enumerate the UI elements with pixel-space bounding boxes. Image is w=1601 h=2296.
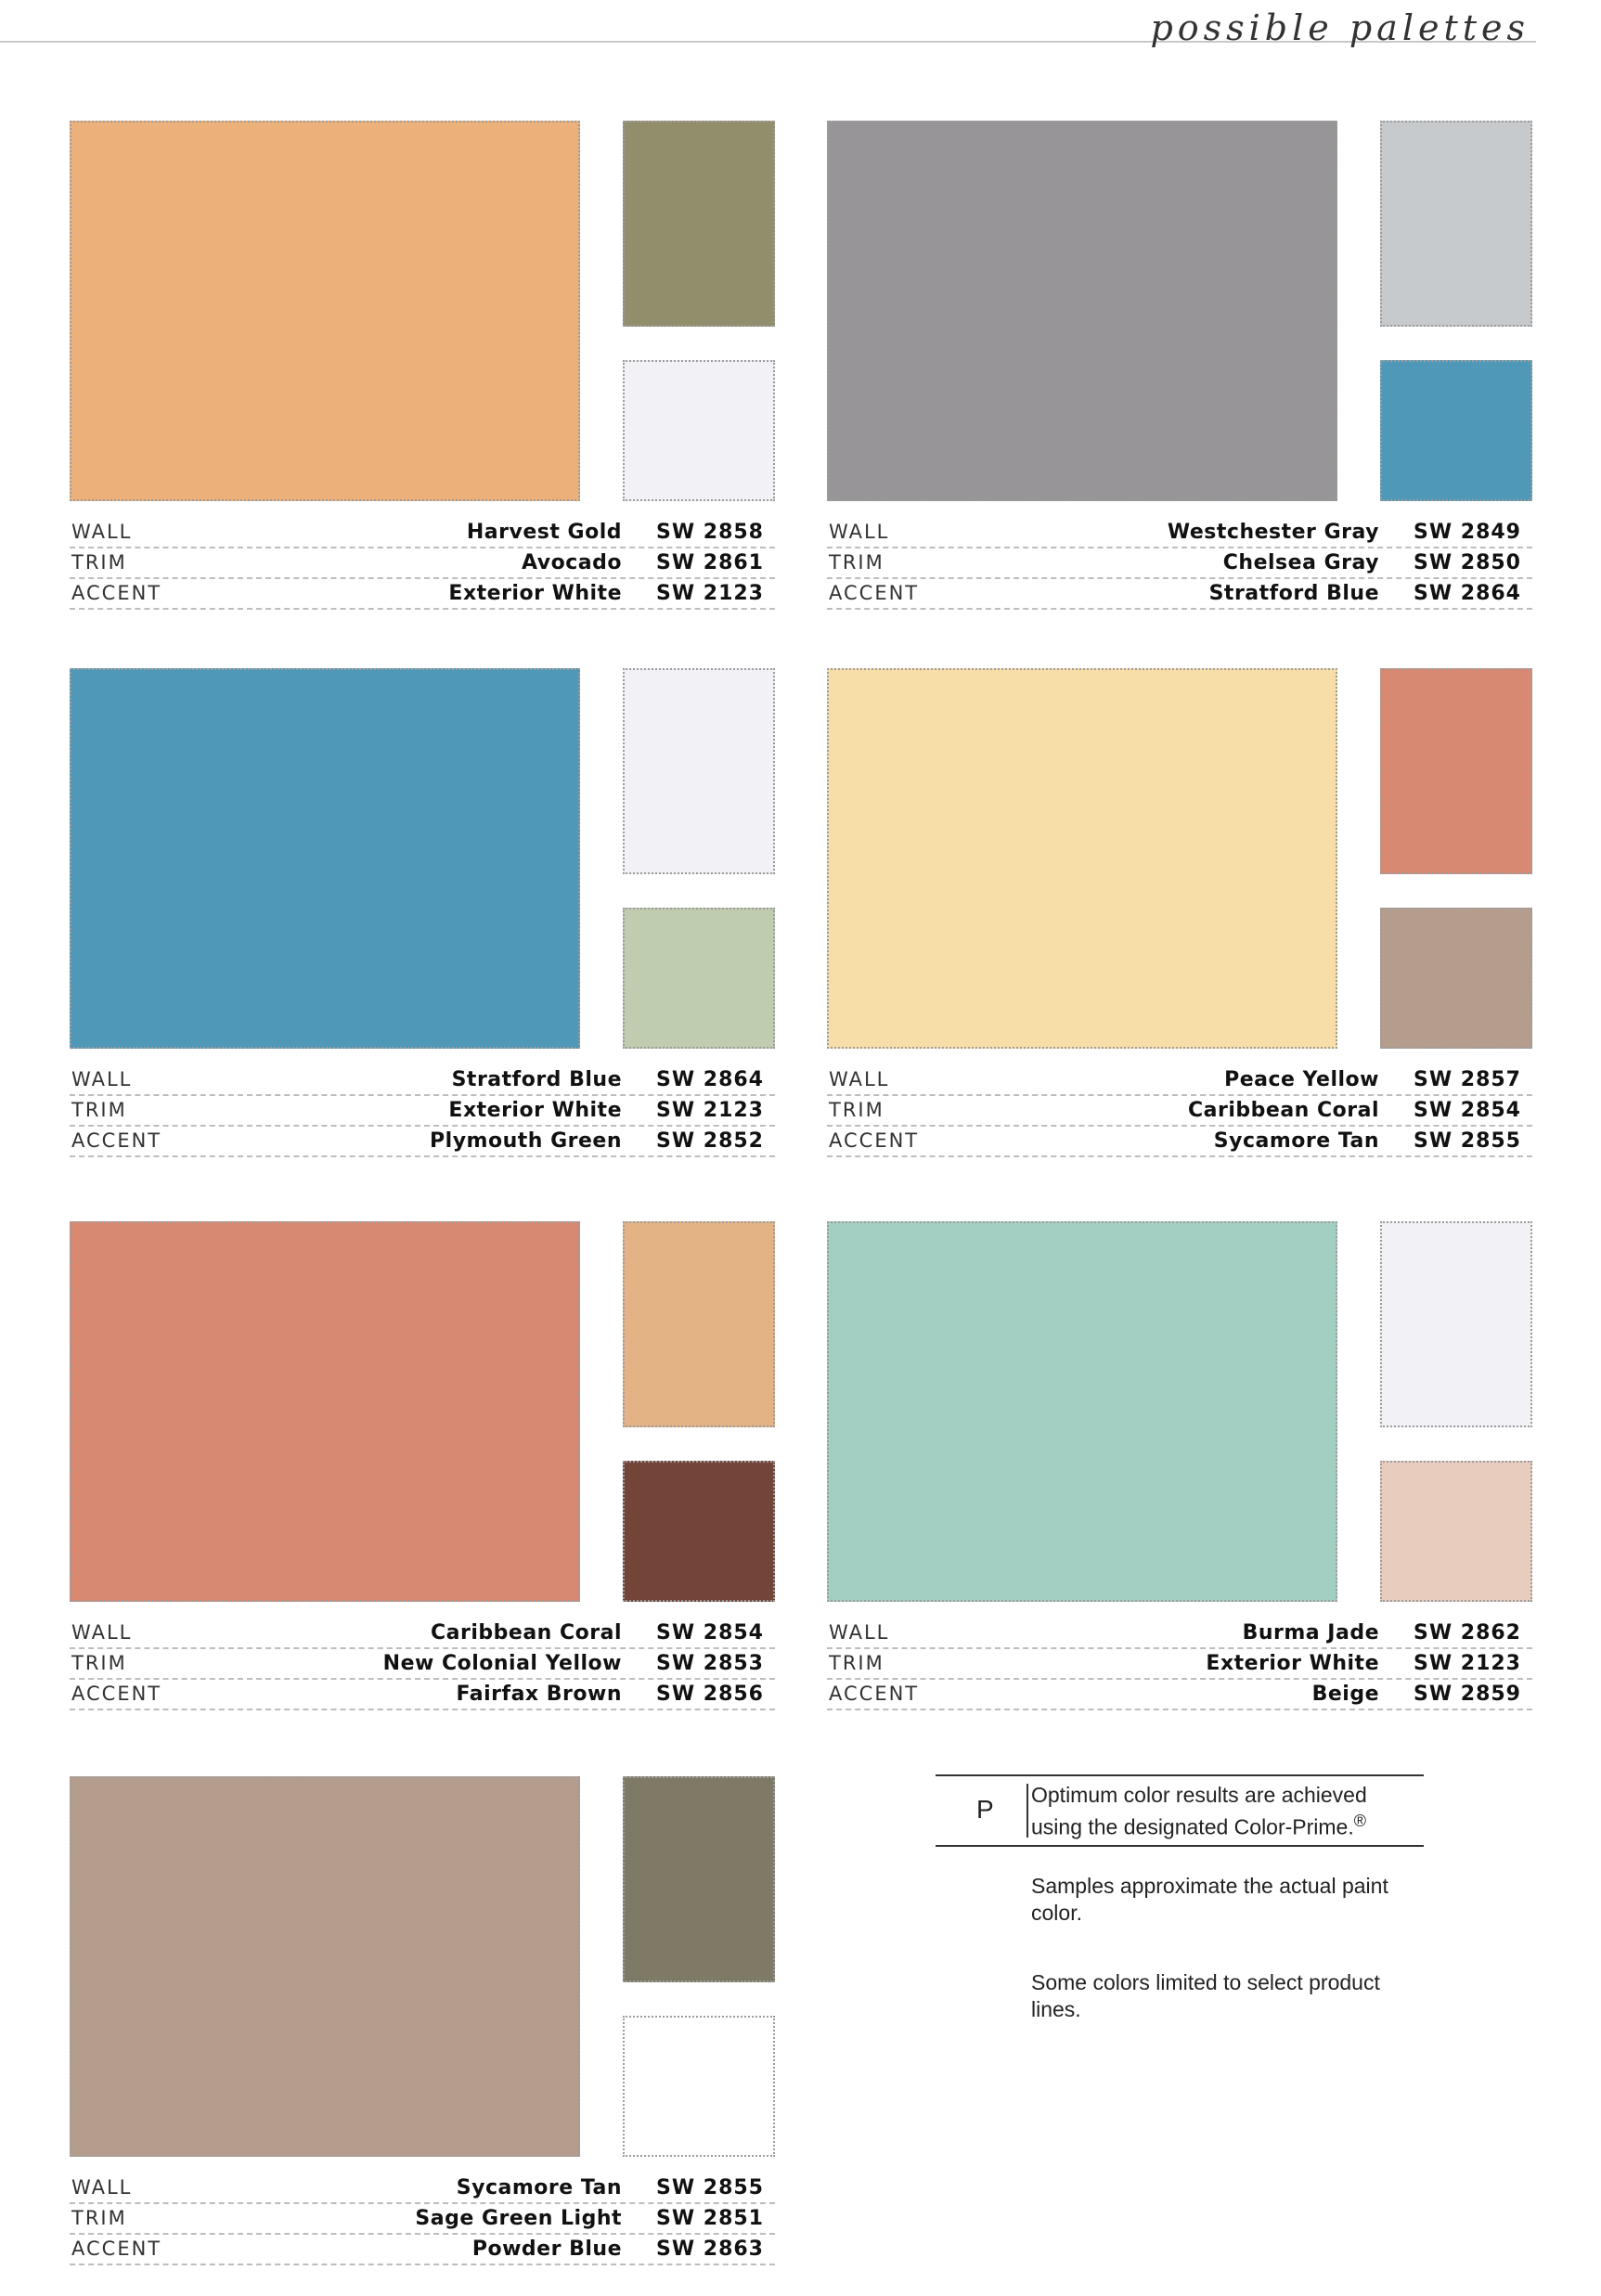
wall-swatch [70, 668, 580, 1049]
palette-3 [70, 668, 775, 1188]
wall-swatch [70, 1776, 580, 2157]
registered-mark: ® [1353, 1812, 1367, 1830]
trim-row [827, 1649, 1532, 1680]
accent-color-code: SW 2855 [1413, 1129, 1521, 1153]
palette-legend [70, 1619, 775, 1710]
trim-color-name: Exterior White [1206, 1652, 1379, 1675]
wall-swatch [827, 668, 1337, 1049]
trim-swatch [623, 1221, 775, 1427]
wall-color-name: Sycamore Tan [456, 2176, 622, 2199]
accent-row [827, 579, 1532, 610]
wall-color-name: Burma Jade [1242, 1621, 1379, 1645]
trim-color-name: Chelsea Gray [1222, 551, 1379, 574]
wall-swatch [70, 121, 580, 501]
wall-label: WALL [71, 2176, 133, 2199]
palette-4 [827, 668, 1532, 1188]
palette-legend [70, 518, 775, 610]
accent-label: ACCENT [71, 1683, 162, 1705]
accent-color-name: Stratford Blue [1208, 582, 1379, 605]
accent-swatch [1380, 1461, 1532, 1602]
wall-color-code: SW 2857 [1413, 1068, 1521, 1091]
limited-note: Some colors limited to select product lines. [1031, 1970, 1380, 2021]
accent-row [827, 1680, 1532, 1710]
color-prime-note [936, 1774, 1424, 1847]
trim-row [827, 548, 1532, 579]
wall-color-code: SW 2855 [655, 2176, 764, 2199]
accent-color-code: SW 2852 [655, 1129, 764, 1153]
trim-row [70, 1649, 775, 1680]
wall-label: WALL [71, 521, 133, 543]
accent-row [70, 1127, 775, 1157]
accent-color-code: SW 2863 [655, 2238, 764, 2261]
palette-1 [70, 121, 775, 640]
accent-color-code: SW 2864 [1413, 582, 1521, 605]
trim-color-code: SW 2850 [1413, 551, 1521, 574]
wall-label: WALL [71, 1068, 133, 1090]
wall-swatch [827, 1221, 1337, 1602]
wall-color-name: Westchester Gray [1167, 521, 1379, 544]
trim-color-name: Sage Green Light [415, 2207, 622, 2230]
accent-swatch [1380, 908, 1532, 1049]
prime-note-text [1031, 1782, 1421, 1840]
wall-label: WALL [71, 1621, 133, 1644]
wall-color-name: Caribbean Coral [431, 1621, 622, 1645]
trim-color-code: SW 2123 [655, 1099, 764, 1122]
wall-color-name: Harvest Gold [466, 521, 622, 544]
accent-color-code: SW 2856 [655, 1683, 764, 1706]
wall-row [827, 1619, 1532, 1649]
palette-5 [70, 1221, 775, 1741]
wall-label: WALL [829, 1621, 890, 1644]
palette-legend [827, 1065, 1532, 1157]
wall-row [70, 2173, 775, 2204]
trim-color-code: SW 2854 [1413, 1099, 1521, 1122]
trim-row [70, 1096, 775, 1127]
palette-legend [827, 518, 1532, 610]
trim-row [827, 1096, 1532, 1127]
accent-swatch [1380, 360, 1532, 501]
wall-color-code: SW 2864 [655, 1068, 764, 1091]
accent-row [70, 1680, 775, 1710]
wall-row [70, 1065, 775, 1096]
accent-color-code: SW 2123 [655, 582, 764, 605]
palette-6 [827, 1221, 1532, 1741]
palette-legend [827, 1619, 1532, 1710]
accent-label: ACCENT [829, 1129, 920, 1152]
trim-label: TRIM [71, 1099, 127, 1121]
accent-swatch [623, 1461, 775, 1602]
accent-color-name: Plymouth Green [430, 1129, 622, 1153]
wall-color-name: Peace Yellow [1224, 1068, 1379, 1091]
accent-color-name: Powder Blue [471, 2238, 622, 2261]
trim-swatch [623, 1776, 775, 1982]
trim-color-code: SW 2851 [655, 2207, 764, 2230]
wall-row [70, 1619, 775, 1649]
wall-row [827, 1065, 1532, 1096]
trim-swatch [1380, 668, 1532, 874]
trim-label: TRIM [829, 551, 884, 574]
wall-color-code: SW 2854 [655, 1621, 764, 1645]
page-title: possible palettes [1150, 7, 1530, 48]
trim-color-code: SW 2861 [655, 551, 764, 574]
trim-label: TRIM [829, 1652, 884, 1674]
trim-label: TRIM [71, 2207, 127, 2229]
wall-color-code: SW 2858 [655, 521, 764, 544]
trim-color-code: SW 2853 [655, 1652, 764, 1675]
accent-color-code: SW 2859 [1413, 1683, 1521, 1706]
accent-swatch [623, 908, 775, 1049]
palette-legend [70, 2173, 775, 2265]
trim-color-code: SW 2123 [1413, 1652, 1521, 1675]
trim-color-name: Caribbean Coral [1188, 1099, 1379, 1122]
trim-swatch [623, 668, 775, 874]
trim-row [70, 2204, 775, 2235]
trim-color-name: New Colonial Yellow [382, 1652, 622, 1675]
accent-label: ACCENT [829, 582, 920, 604]
accent-row [70, 2235, 775, 2265]
accent-label: ACCENT [71, 2238, 162, 2260]
wall-row [827, 518, 1532, 548]
wall-swatch [70, 1221, 580, 1602]
trim-swatch [1380, 121, 1532, 327]
wall-label: WALL [829, 1068, 890, 1090]
accent-row [70, 579, 775, 610]
wall-color-name: Stratford Blue [451, 1068, 622, 1091]
wall-swatch [827, 121, 1337, 501]
trim-label: TRIM [829, 1099, 884, 1121]
accent-swatch [623, 2016, 775, 2157]
wall-color-code: SW 2862 [1413, 1621, 1521, 1645]
trim-label: TRIM [71, 1652, 127, 1674]
trim-label: TRIM [71, 551, 127, 574]
accent-color-name: Exterior White [448, 582, 622, 605]
trim-row [70, 548, 775, 579]
accent-color-name: Sycamore Tan [1213, 1129, 1379, 1153]
palette-2 [827, 121, 1532, 640]
trim-swatch [623, 121, 775, 327]
trim-swatch [1380, 1221, 1532, 1427]
wall-label: WALL [829, 521, 890, 543]
wall-color-code: SW 2849 [1413, 521, 1521, 544]
accent-color-name: Fairfax Brown [456, 1683, 622, 1706]
palette-legend [70, 1065, 775, 1157]
trim-color-name: Avocado [522, 551, 622, 574]
prime-symbol: P [976, 1795, 994, 1824]
prime-note-body: Optimum color results are achieved using the designated Color-Prime. [1031, 1783, 1367, 1839]
accent-label: ACCENT [71, 582, 162, 604]
trim-color-name: Exterior White [448, 1099, 622, 1122]
accent-row [827, 1127, 1532, 1157]
note-divider [1026, 1784, 1028, 1838]
accent-label: ACCENT [71, 1129, 162, 1152]
wall-row [70, 518, 775, 548]
samples-note: Samples approximate the actual paint color. [1031, 1874, 1388, 1925]
palette-7 [70, 1776, 775, 2296]
accent-color-name: Beige [1311, 1683, 1379, 1706]
accent-swatch [623, 360, 775, 501]
accent-label: ACCENT [829, 1683, 920, 1705]
